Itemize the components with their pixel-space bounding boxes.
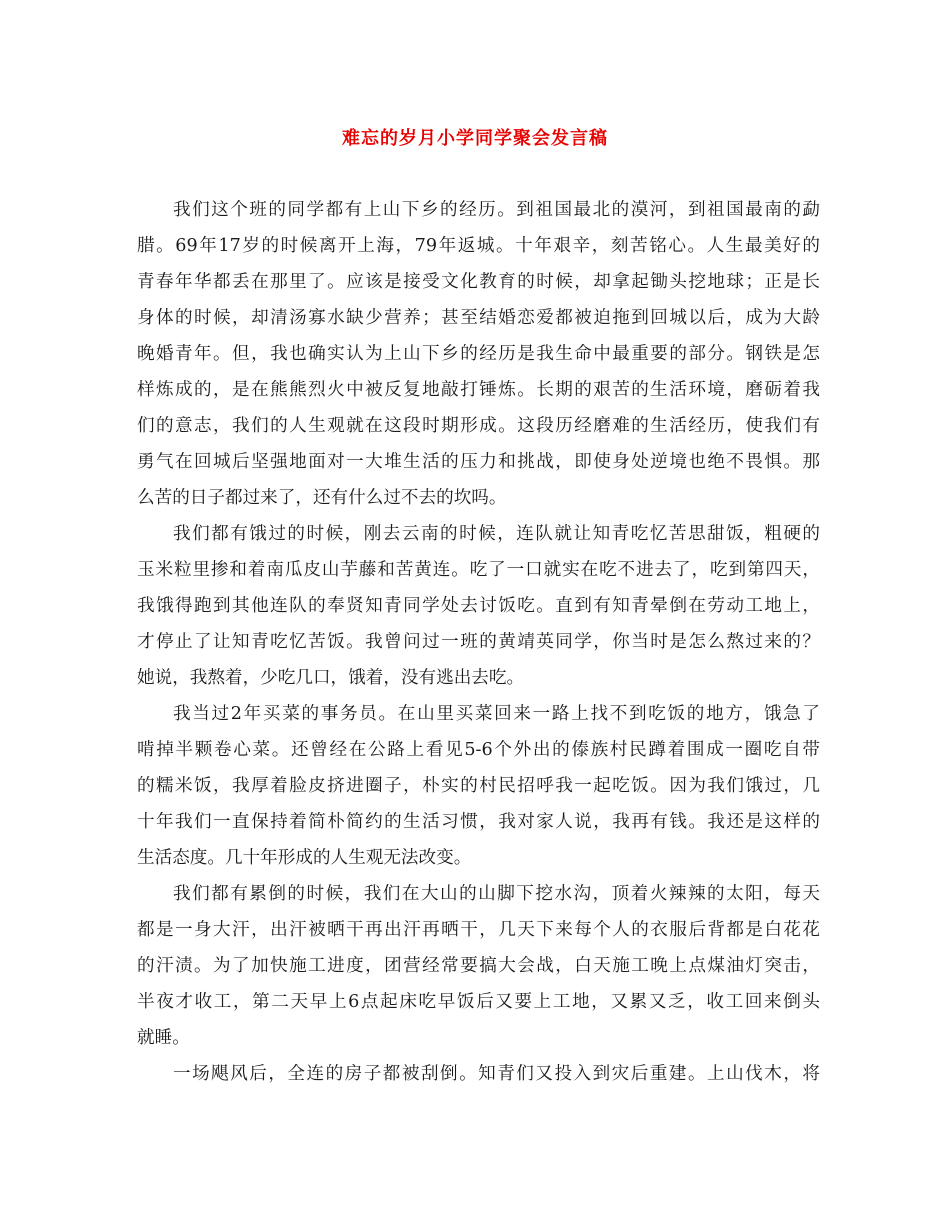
text-line: 勇气在回城后坚强地面对一大堆生活的压力和挑战，即使身处逆境也绝不畏惧。那: [137, 452, 820, 472]
text-line: 十年我们一直保持着简朴简约的生活习惯，我对家人说，我再有钱。我还是这样的: [137, 812, 820, 832]
text-line: 我们都有饿过的时候，刚去云南的时候，连队就让知青吃忆苦思甜饭，粗硬的: [173, 524, 820, 544]
text-line: 的汗渍。为了加快施工进度，团营经常要搞大会战，白天施工晚上点煤油灯突击，: [137, 956, 820, 976]
text-line: 我们都有累倒的时候，我们在大山的山脚下挖水沟，顶着火辣辣的太阳，每天: [173, 884, 820, 904]
text-line: 都是一身大汗，出汗被晒干再出汗再晒干，几天下来每个人的衣服后背都是白花花: [137, 920, 820, 940]
text-line: 们的意志，我们的人生观就在这段时期形成。这段历经磨难的生活经历，使我们有: [137, 416, 820, 436]
text-line: 我饿得跑到其他连队的奉贤知青同学处去讨饭吃。直到有知青晕倒在劳动工地上，: [137, 596, 820, 616]
text-line: 就睡。: [137, 1028, 190, 1048]
text-line: 么苦的日子都过来了，还有什么过不去的坎吗。: [137, 488, 507, 508]
text-line: 半夜才收工，第二天早上6点起床吃早饭后又要上工地，又累又乏，收工回来倒头: [137, 992, 820, 1012]
text-line: 她说，我熬着，少吃几口，饿着，没有逃出去吃。: [137, 668, 525, 688]
text-line: 我当过2年买菜的事务员。在山里买菜回来一路上找不到吃饭的地方，饿急了: [173, 704, 820, 724]
text-line: 的糯米饭，我厚着脸皮挤进圈子，朴实的村民招呼我一起吃饭。因为我们饿过，几: [137, 776, 820, 796]
text-line: 玉米粒里掺和着南瓜皮山芋藤和苦黄连。吃了一口就实在吃不进去了，吃到第四天，: [137, 560, 820, 580]
text-line: 生活态度。几十年形成的人生观无法改变。: [137, 848, 472, 868]
text-line: 腊。69年17岁的时候离开上海，79年返城。十年艰辛，刻苦铭心。人生最美好的: [137, 236, 820, 256]
document-title: 难忘的岁月小学同学聚会发言稿: [342, 128, 608, 149]
text-line: 才停止了让知青吃忆苦饭。我曾问过一班的黄靖英同学，你当时是怎么熬过来的？: [137, 632, 820, 652]
text-line: 身体的时候，却清汤寡水缺少营养；甚至结婚恋爱都被迫拖到回城以后，成为大龄: [137, 308, 820, 328]
text-line: 啃掉半颗卷心菜。还曾经在公路上看见5-6个外出的傣族村民蹲着围成一圈吃自带: [137, 740, 820, 760]
document-body: [137, 192, 820, 1092]
text-line: 样炼成的，是在熊熊烈火中被反复地敲打锤炼。长期的艰苦的生活环境，磨砺着我: [137, 380, 820, 400]
text-line: 晚婚青年。但，我也确实认为上山下乡的经历是我生命中最重要的部分。钢铁是怎: [137, 344, 820, 364]
text-line: 青春年华都丢在那里了。应该是接受文化教育的时候，却拿起锄头挖地球；正是长: [137, 272, 820, 292]
text-line: 一场飓风后，全连的房子都被刮倒。知青们又投入到灾后重建。上山伐木，将: [173, 1064, 820, 1084]
text-line: 我们这个班的同学都有上山下乡的经历。到祖国最北的漠河，到祖国最南的勐: [173, 200, 820, 220]
